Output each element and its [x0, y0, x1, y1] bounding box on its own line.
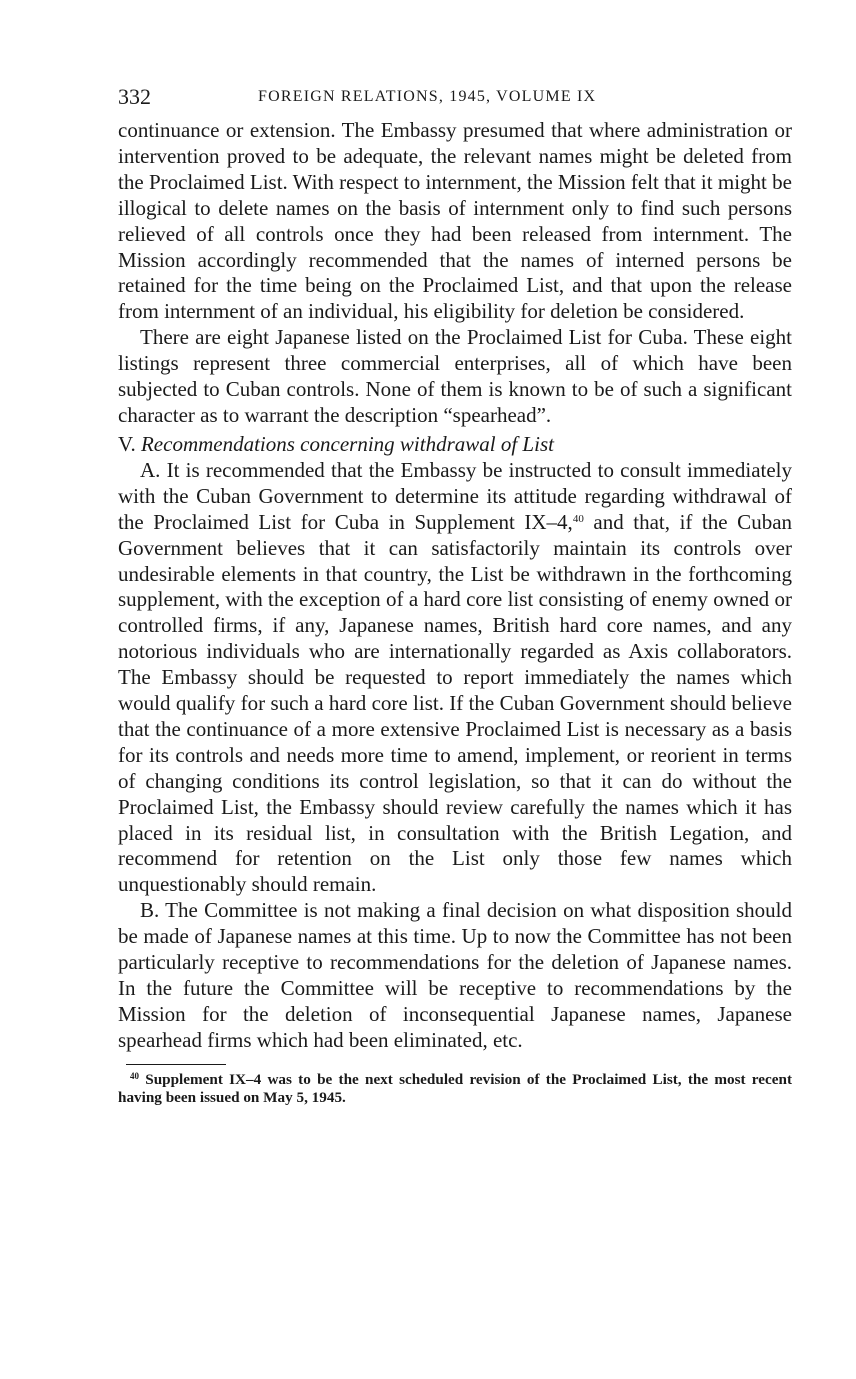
footnote-text: Supplement IX–4 was to be the next scheduled revision of the Proclaimed List, the most recent having been issued on May 5, 1945.	[118, 1070, 793, 1106]
running-title: FOREIGN RELATIONS, 1945, VOLUME IX	[258, 88, 597, 105]
paragraph-japanese-listings: There are eight Japanese listed on the Proclaimed List for Cuba. These eight listings represent three commercial enterprises, all of which have been subjected to Cuban controls. None of them is known to be of such a significant character as to warrant the description “spearhead”.	[118, 325, 792, 427]
running-head	[118, 84, 792, 114]
recommendation-a-text-end: and that, if the Cuban Government believes that it can satisfactorily maintain its controls over undesirable elements in that country, the List be withdrawn in the forthcoming supplement, with the exception of a hard core list consisting of enemy owned or controlled firms, if any, Japanese names, British hard core names, and any notorious individuals who are internationally regarded as Axis collaborators. The Embassy should be requested to report immediately the names which would qualify for such a hard core list. If the Cuban Government should believe that the continuance of a more extensive Proclaimed List is necessary as a basis for its controls and needs more time to amend, implement, or reorient in terms of changing conditions its control legislation, so that it can do without the Proclaimed List, the Embassy should review carefully the names which it has placed in its residual list, in consultation with the British Legation, and recommend for retention on the List only those few names which unquestionably should remain.	[118, 509, 793, 897]
page-number: 332	[118, 84, 151, 109]
document-page	[118, 84, 792, 1107]
body-text	[118, 118, 792, 1054]
paragraph-continuance: continuance or extension. The Embassy presumed that where administration or intervention proved to be adequate, the relevant names might be deleted from the Proclaimed List. With respect to internment, the Mission felt that it might be illogical to delete names on the basis of internment only to find such persons relieved of all controls once they had been released from internment. The Mission accordingly recommended that the names of interned persons be retained for the time being on the Proclaimed List, and that upon the release from internment of an individual, his eligibility for deletion be considered.	[118, 118, 792, 324]
footnote-divider	[126, 1064, 226, 1065]
footnote	[118, 1071, 792, 1107]
paragraph-recommendation-b: B. The Committee is not making a final decision on what disposition should be made of Japanese names at this time. Up to now the Committee has not been particularly receptive to recommendations for the deletion of Japanese names. In the future the Committee will be receptive to recommendations by the Mission for the deletion of inconsequential Japanese names, Japanese spearhead firms which had been eliminated, etc.	[118, 898, 792, 1052]
section-number: V.	[118, 431, 136, 456]
section-heading	[118, 431, 792, 458]
section-title: Recommendations concerning withdrawal of List	[140, 431, 554, 456]
paragraph-recommendation-a	[118, 458, 792, 898]
footnote-reference: 40	[572, 512, 584, 525]
recommendation-a-text-start: A. It is recommended that the Embassy be instructed to consult immediately with the Cuban Government to determine its attitude regarding withdrawal of the Proclaimed List for Cuba in Supplement IX–4,	[118, 457, 792, 534]
footnote-marker: 40	[130, 1070, 139, 1081]
